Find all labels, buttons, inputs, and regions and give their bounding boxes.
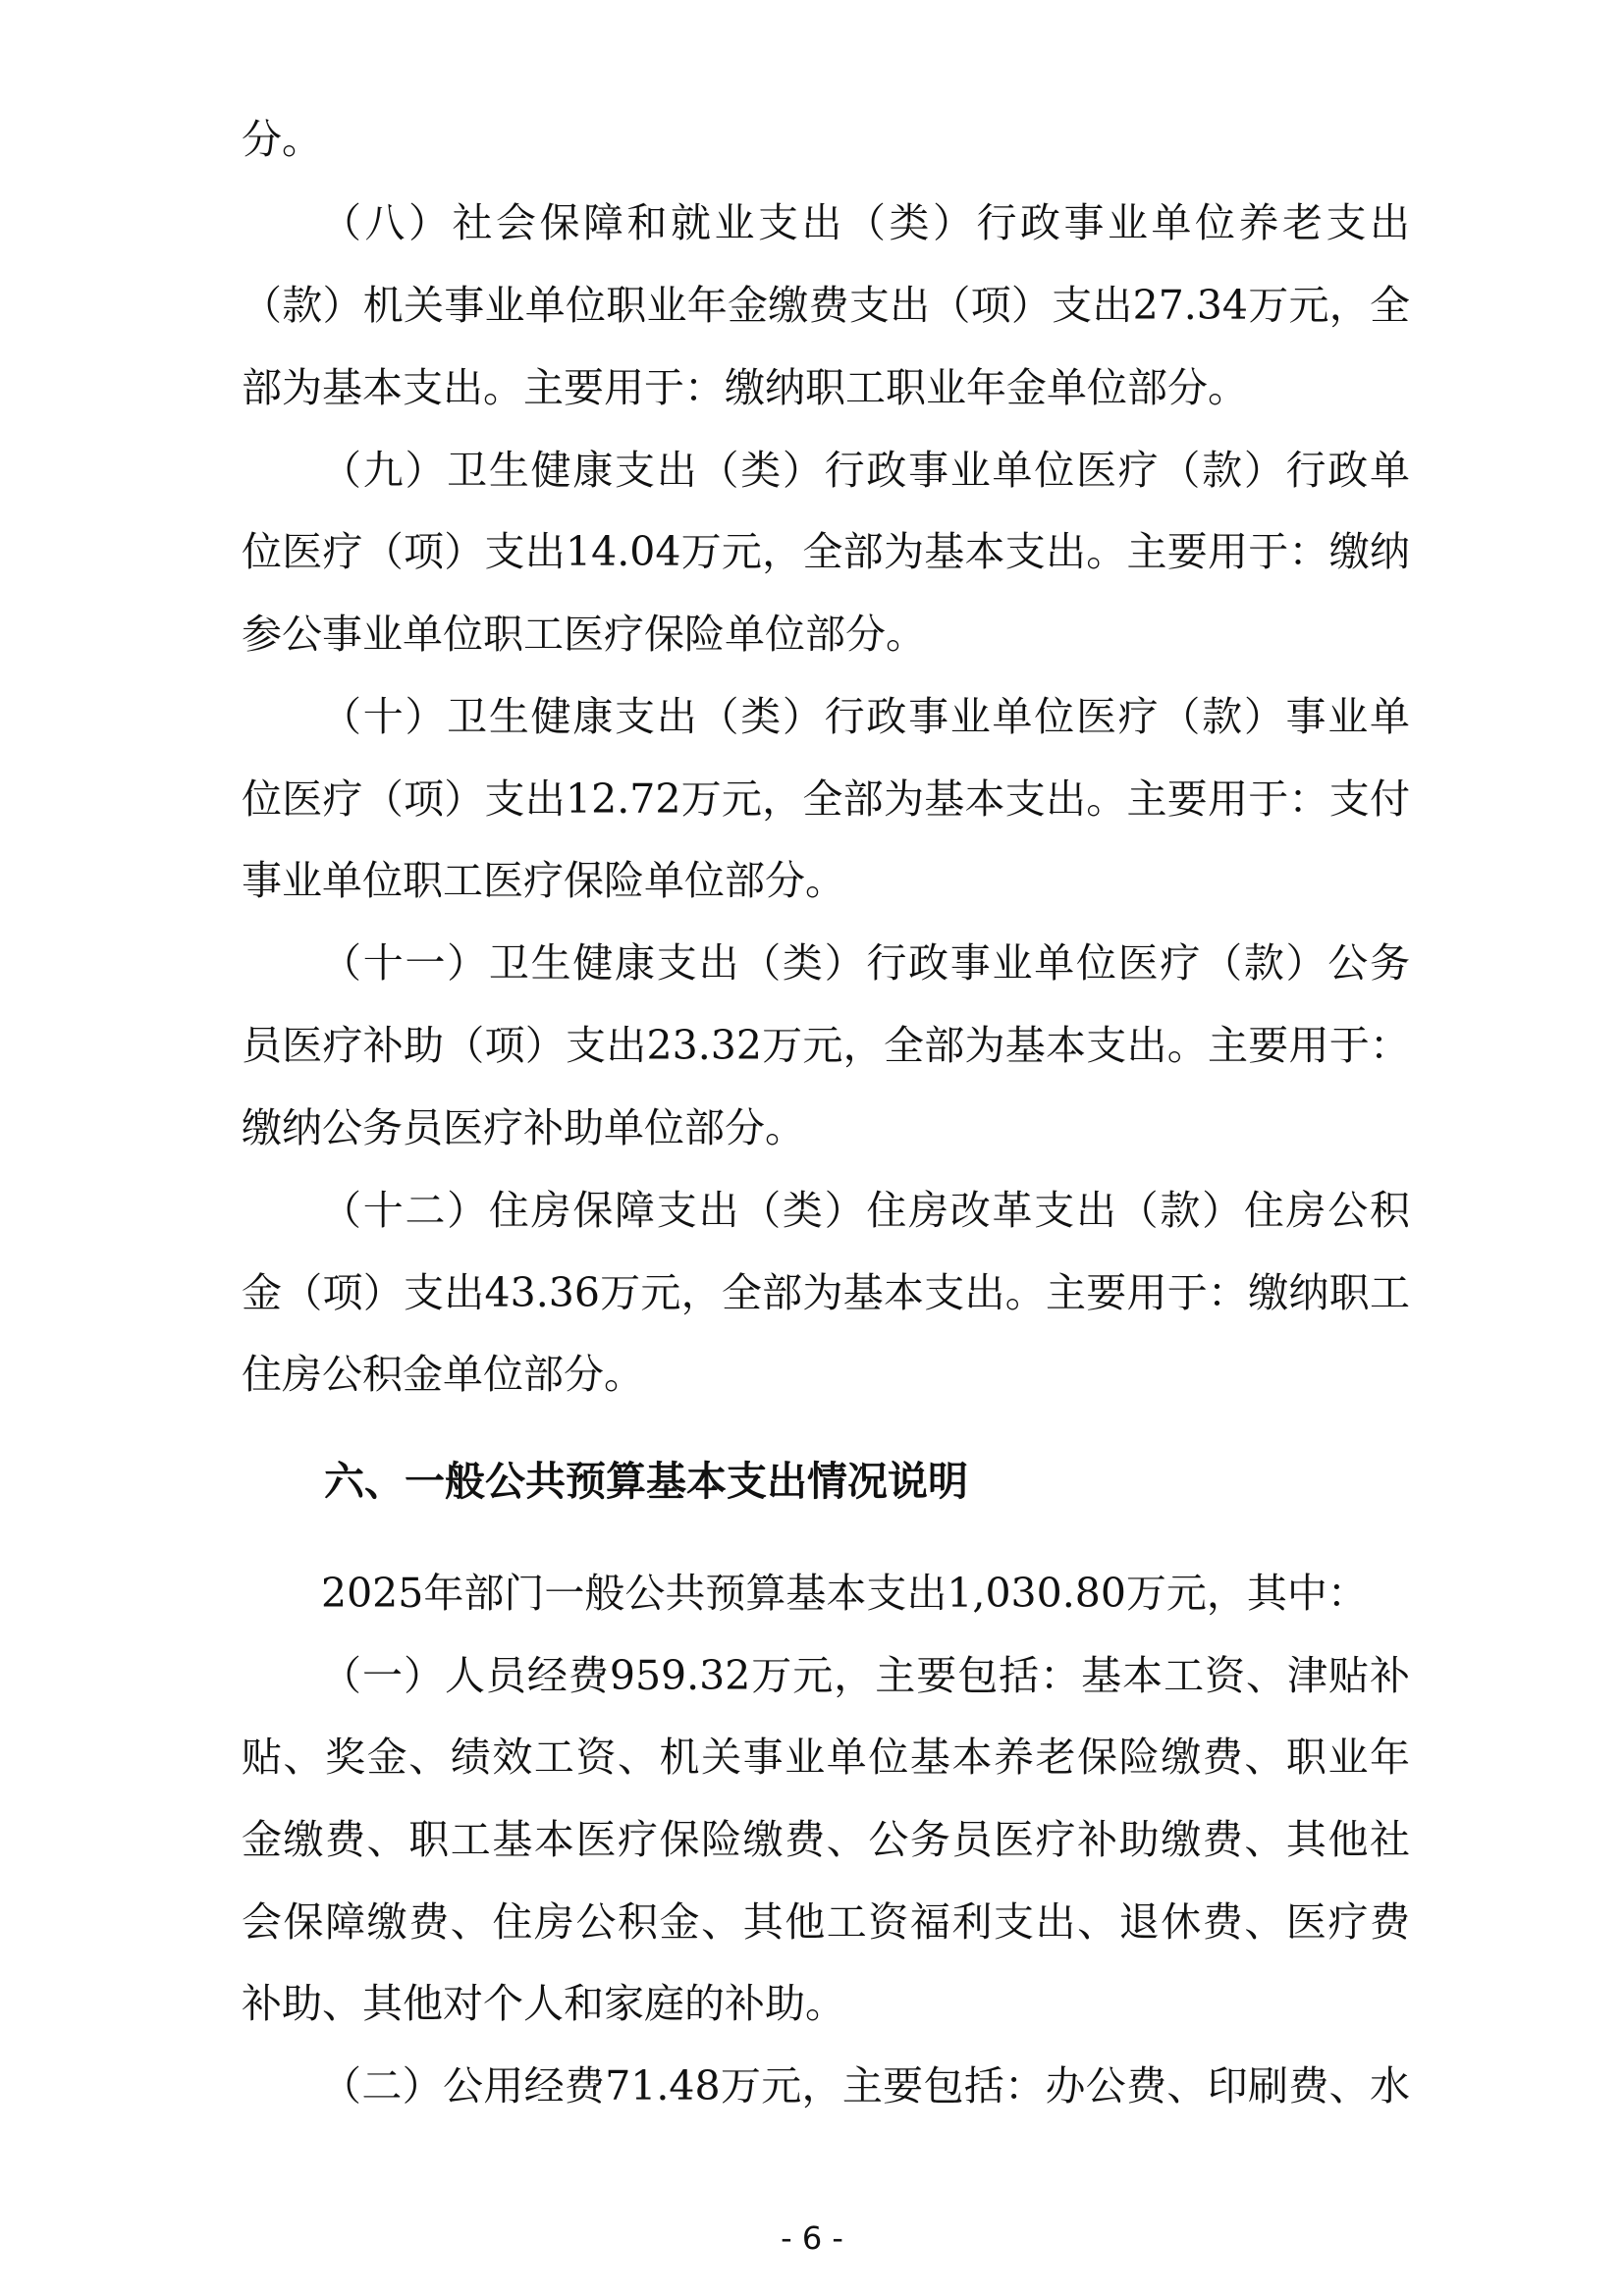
text-line: （九）卫生健康支出（类）行政事业单位医疗（款）行政单	[321, 447, 1410, 494]
section-heading: 六、一般公共预算基本支出情况说明	[324, 1458, 968, 1505]
text-line: （十）卫生健康支出（类）行政事业单位医疗（款）事业单	[321, 693, 1410, 740]
text-line: 部为基本支出。主要用于：缴纳职工职业年金单位部分。	[242, 364, 1248, 411]
text-line: 补助、其他对个人和家庭的补助。	[242, 1980, 845, 2027]
text-line: 参公事业单位职工医疗保险单位部分。	[242, 611, 926, 658]
text-line: （八）社会保障和就业支出（类）行政事业单位养老支出	[321, 199, 1410, 246]
text-line: 分。	[242, 116, 322, 163]
text-line: 住房公积金单位部分。	[242, 1351, 644, 1398]
text-line: 事业单位职工医疗保险单位部分。	[242, 857, 845, 904]
text-line: （款）机关事业单位职业年金缴费支出（项）支出27.34万元，全	[242, 282, 1410, 329]
text-line: 金缴费、职工基本医疗保险缴费、公务员医疗补助缴费、其他社	[242, 1816, 1410, 1863]
text-line: 会保障缴费、住房公积金、其他工资福利支出、退休费、医疗费	[242, 1898, 1410, 1946]
text-line: （二）公用经费71.48万元，主要包括：办公费、印刷费、水	[321, 2062, 1410, 2109]
text-line: 贴、奖金、绩效工资、机关事业单位基本养老保险缴费、职业年	[242, 1734, 1410, 1781]
text-line: 员医疗补助（项）支出23.32万元，全部为基本支出。主要用于：	[242, 1022, 1410, 1069]
page-number: - 6 -	[781, 2219, 843, 2257]
text-line: 2025年部门一般公共预算基本支出1,030.80万元，其中：	[321, 1570, 1368, 1617]
text-line: （十一）卫生健康支出（类）行政事业单位医疗（款）公务	[321, 939, 1410, 987]
text-line: 位医疗（项）支出12.72万元，全部为基本支出。主要用于：支付	[242, 775, 1410, 823]
text-line: （一）人员经费959.32万元，主要包括：基本工资、津贴补	[321, 1652, 1410, 1699]
text-line: 缴纳公务员医疗补助单位部分。	[242, 1104, 805, 1151]
text-line: （十二）住房保障支出（类）住房改革支出（款）住房公积	[321, 1187, 1410, 1234]
text-line: 位医疗（项）支出14.04万元，全部为基本支出。主要用于：缴纳	[242, 528, 1410, 575]
text-line: 金（项）支出43.36万元，全部为基本支出。主要用于：缴纳职工	[242, 1269, 1410, 1316]
